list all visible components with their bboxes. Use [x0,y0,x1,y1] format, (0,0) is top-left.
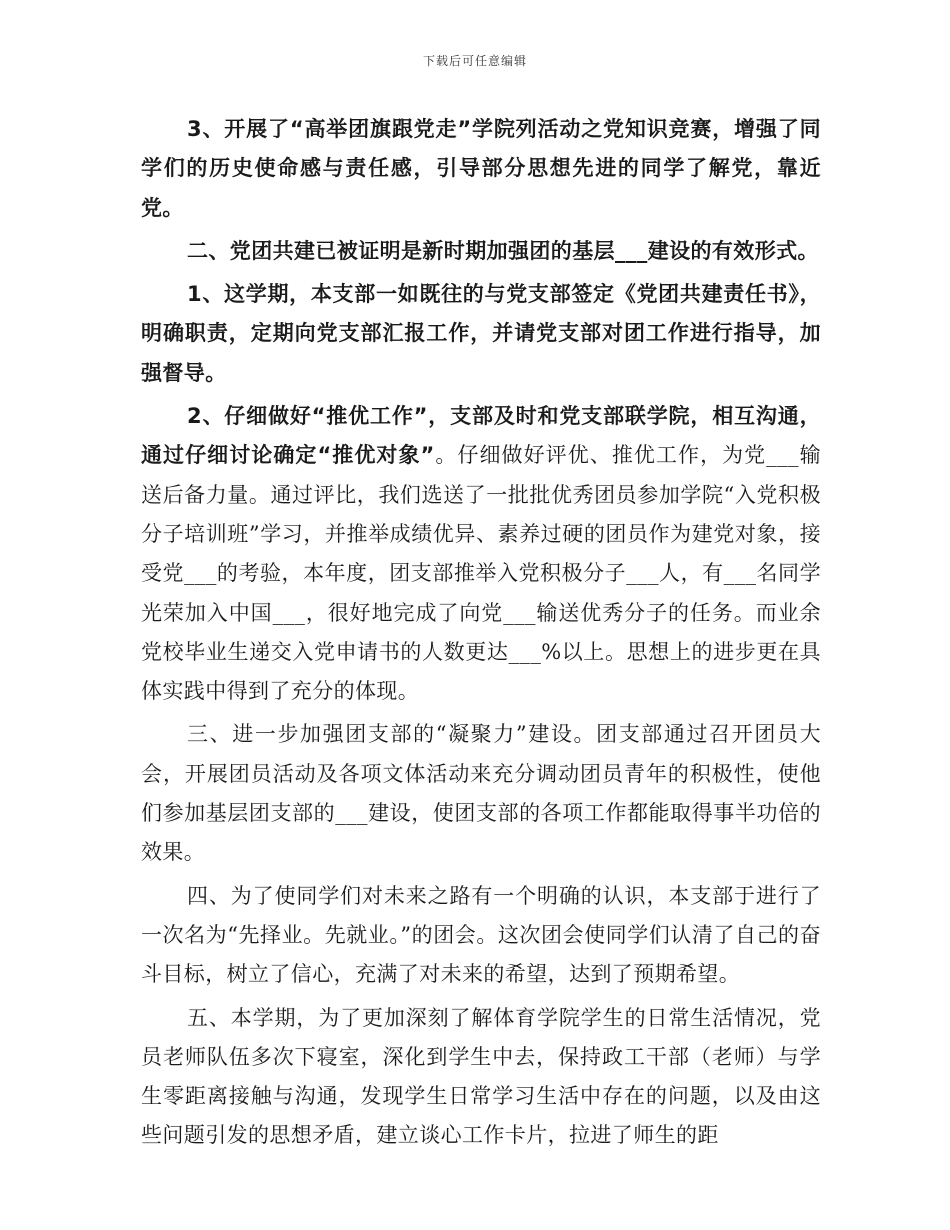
paragraph-activity-competition: 3、开展了“高举团旗跟党走”学院列活动之党知识竞赛，增强了同学们的历史使命感与责任感，引导部分思想先进的同学了解党，靠近党。 [141,117,821,220]
page-header: 下载后可任意编辑 [422,54,527,68]
paragraph-section-three: 三、进一步加强团支部的“凝聚力”建设。团支部通过召开团员大会，开展团员活动及各项文体活动来充分调动团员青年的积极性，使他们参加基层团支部的___建设，使团支部的各项工作都能取得事半功倍的效果。 [141,722,821,865]
paragraph-bold-lead: 2、仔细做好“推优工作”，支部及时和党支部联学院，相互沟通，通过仔细讨论确定“推优对象” [141,404,821,468]
paragraph-recommendation-work [141,397,821,711]
paragraph-section-two-heading: 二、党团共建已被证明是新时期加强团的基层___建设的有效形式。 [187,238,819,263]
paragraph-responsibility-agreement: 1、这学期，本支部一如既往的与党支部签定《党团共建责任书》，明确职责，定期向党支部汇报工作，并请党支部对团工作进行指导，加强督导。 [141,282,821,385]
paragraph-section-five: 五、本学期，为了更加深刻了解体育学院学生的日常生活情况，党员老师队伍多次下寝室，深化到学生中去，保持政工干部（老师）与学生零距离接触与沟通，发现学生日常学习生活中存在的问题，以及由这些问题引发的思想矛盾，建立谈心工作卡片，拉进了师生的距 [141,1005,821,1148]
document-body [141,110,821,1160]
paragraph-body-text: 。仔细做好评优、推优工作，为党___输送后备力量。通过评比，我们选送了一批批优秀团员参加学院“入党积极分子培训班”学习，并推举成绩优异、素养过硬的团员作为建党对象，接受党___的考验，本年度，团支部推举入党积极分子___人，有___名同学光荣加入中国___，很好地完成了向党___输送优秀分子的任务。而业余党校毕业生递交入党申请书的人数更达___%以上。思想上的进步更在具体实践中得到了充分的体现。 [141,443,821,704]
paragraph-section-four: 四、为了使同学们对未来之路有一个明确的认识，本支部于进行了一次名为“先择业。先就业。”的团会。这次团会使同学们认清了自己的奋斗目标，树立了信心，充满了对未来的希望，达到了预期希望。 [141,883,821,987]
